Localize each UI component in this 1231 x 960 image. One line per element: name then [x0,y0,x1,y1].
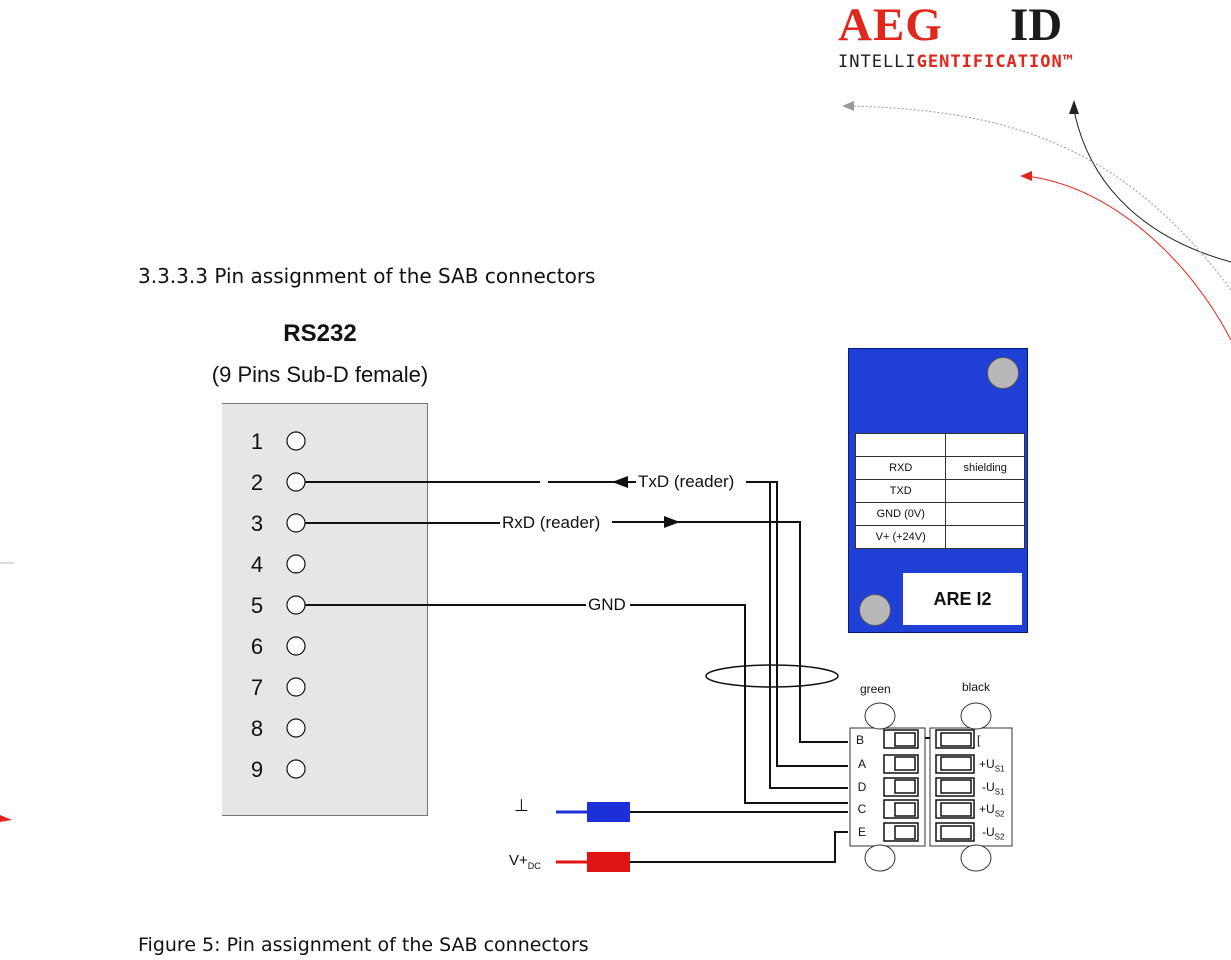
tagline-pre: INTELLI [838,52,917,72]
rxd-arrow [664,516,680,528]
pin-hole-4 [287,555,305,573]
pin-number-9: 9 [250,757,264,782]
pin-hole-9 [287,760,305,778]
module-pin-table [855,433,1025,549]
pin-number-5: 5 [250,593,264,618]
gnd-wire [305,605,848,803]
vplus-plug [587,852,630,872]
rs232-title: RS232 [283,320,357,347]
black-letter-us1-plus: $+U_{S1}$ [979,757,1005,774]
rxd-label: RxD (reader) [502,513,601,532]
pin-number-6: 6 [250,634,264,659]
txd-wire-2 [746,482,848,766]
ground-plug [587,802,630,822]
module-screw-top [987,357,1019,389]
logo-aeg: AEG [838,0,943,51]
module-screw-bottom [859,594,891,626]
pin-hole-3 [287,514,305,532]
green-letter-c: C [857,802,867,816]
green-letter-d: D [857,780,867,794]
table-row: GND (0V) [856,503,1025,526]
black-letter-us1-minus: $-U_{S1}$ [982,780,1005,797]
pin-hole-7 [287,678,305,696]
module-label: ARE I2 [903,573,1022,625]
table-row: TXD [856,480,1025,503]
vdc-label [509,852,541,871]
pin-hole-5 [287,596,305,614]
tagline-post: IFICATION™ [961,52,1074,72]
vdc-sub: DC [527,861,541,871]
black-letter-us2-minus: $-U_{S2}$ [982,825,1005,842]
green-letter-e: E [857,825,866,839]
pin-hole-2 [287,473,305,491]
pin-number-4: 4 [250,552,264,577]
table-row [856,434,1025,457]
are-i2-module [848,348,1028,633]
pin-number-7: 7 [250,675,264,700]
section-heading: 3.3.3.3 Pin assignment of the SAB connectors [138,264,596,288]
green-label: green [860,682,891,696]
vplus-lead-wire [630,832,848,862]
gnd-label: GND [588,595,626,614]
cable-shield-ellipse [706,665,838,687]
tagline-mid: GENT [916,52,962,72]
txd-arrow [612,476,628,488]
pin-number-3: 3 [250,511,264,536]
table-row: V+ (+24V) [856,526,1025,549]
green-letter-b: B [855,733,864,747]
pin-hole-1 [287,432,305,450]
rxd-wire [305,522,848,742]
ground-symbol: ⊥ [514,796,529,815]
black-letter-us2-plus: $+U_{S2}$ [979,802,1005,819]
pin-hole-8 [287,719,305,737]
black-label: black [962,680,991,694]
pin-number-2: 2 [250,470,264,495]
pin-number-1: 1 [250,429,264,454]
black-letter-1: [ [977,733,981,747]
green-letter-a: A [857,757,866,771]
table-row: RXD shielding [856,457,1025,480]
txd-label: TxD (reader) [638,472,735,491]
pin-number-8: 8 [250,716,264,741]
logo-id: ID [1010,0,1063,51]
vdc-main: V+ [509,852,528,869]
figure-caption: Figure 5: Pin assignment of the SAB connectors [138,934,589,956]
rs232-subtitle: (9 Pins Sub-D female) [211,362,429,387]
pin-hole-6 [287,637,305,655]
